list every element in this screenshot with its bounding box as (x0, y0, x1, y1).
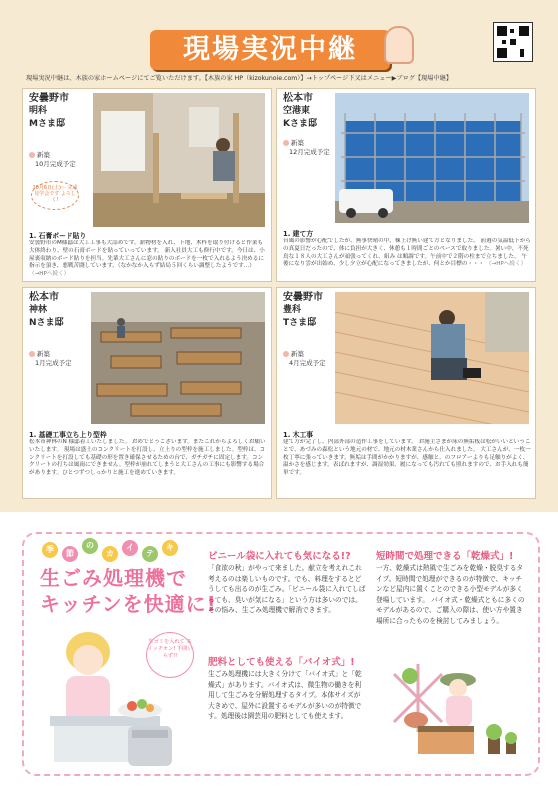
flexed-arm-icon (384, 26, 414, 64)
construction-photo (91, 292, 265, 424)
item-text: 台風の影響が心配でしたが、無事快晴の中、棟上げ無い建て方となりました。 前週の気温低下からの真夏日だったので、体に負担が大きく、休憩も１時間ごとのペースで取りました。暑い中、不死鳥な１８人の大工さんが頑張ってくれ、組み は順調です。午前中で２階の柱まで立ちました。 午後になり雲が出始め、少し夕立が心配になってきましたが、何とか目標の・・・ （→HPへ続く） (283, 238, 531, 268)
card-client: Mさま邸 (29, 119, 65, 129)
kana-bubble: カ (102, 546, 118, 562)
completion-date: 1月完成予定 (35, 359, 72, 367)
item-text: 松本市神林のN 様邸着工いたしました。 おめでとうございます。またこれからよろしくお願いいたします。 現場は盛土のコンクリートを打設し、立上りの型枠を施工しました。型枠は、コンクリートを打設しても基礎の形を置き確保させるための台で、ガチガチに固定します。コンクリートの打ちは風雨にできません。型枠が崩れてしまうと大工さんの工事にも影響する場合があります。ひとつずつしっかりと施工を進めていきます。 (29, 439, 266, 477)
kana-bubble: 節 (62, 546, 78, 562)
status-badge: 新築 (29, 151, 50, 159)
card-client: Kさま邸 (283, 119, 317, 129)
sec1-text: 「食欲の秋」がやって来ました。献立を考えれこれ考えるのは楽しいものです。でも、料理をするとどうしても出るのが生ごみ。「ビニール袋に入れてしばっても、臭いが気になる」という方は多いのでは。その悩み、生ごみ処理機で解消できます。 (208, 564, 366, 614)
report-card-1 (22, 88, 272, 282)
page-title: 現場実況中継 (150, 30, 390, 70)
card-area: 神林 (29, 305, 48, 315)
section-title-line2: キッチンを快適に! (40, 592, 217, 616)
completion-date: 10月完成予定 (35, 160, 76, 168)
event-bubble: 10月6日(土)～ 完成見学会です よろしく! (31, 181, 79, 210)
status-badge: 新築 (283, 139, 304, 147)
item-title: 1. 基礎工事立ち上り型枠 (29, 431, 107, 439)
construction-photo (93, 93, 265, 227)
speech-bubble: 生ゴミを入れて スイッチオン! 手間いらず!! (146, 632, 194, 678)
item-text: 建て方が完了し、内部外部の造作工事をしています。 お施主さまが床の無垢板は松がいいということで、あづみの森松という地元の材で、地元の材木業さんから仕入れました。 大工さんが、一枚一枚丁寧に張っていきます。無垢は手間がかかりますが、感触と、のフロアーよりも足触りがよく、温かさを感じます。表ばれますが、調湿効果、履になっても汚れても照れますので、お手入れも簡単です。 (283, 439, 531, 477)
completion-date: 4月完成予定 (289, 359, 326, 367)
construction-photo (335, 93, 529, 223)
gardening-illustration (380, 660, 526, 764)
sec2-heading: 肥料としても使える「バイオ式」! (208, 657, 355, 668)
status-badge: 新築 (29, 350, 50, 358)
item-title: 1. 木工事 (283, 431, 314, 439)
report-card-2 (276, 88, 536, 282)
card-client: Nさま邸 (29, 318, 64, 328)
item-title: 1. 石膏ボード貼り (29, 232, 87, 240)
section-title-line1: 生ごみ処理機で (40, 566, 187, 590)
sec3-text: 一方、乾燥式は熱風で生ごみを乾燥・脱臭するタイプ。短時間で処理ができるのが特徴で、キッチンなど屋内に置くことのできる小型モデルが多く登場しています。 バイオ式・乾燥式ともに多くのモデルがあるので、ご購入の際は、使い方や置き場所に合ったものを検討してみましょう。 (376, 564, 525, 625)
item-text: 安曇野市のM様邸は大工工事も大詰めです。薪物材を入れ、下地、木枠を取り付けると作業も大体終わり、壁の石膏ボードを貼っていっています。 新入社員大工も修行中です。今日は、小屋裏収納のボード貼りを担当。先輩大工さんに窓の貼りのボードを一枚で入れるよう決めるに指示を頂き、悪戦苦闘しています。（なかなか入らず結局５回くらい調整したようです…） （→HPへ続く） (29, 240, 265, 278)
intro-text: 現場実況中継は、木族の家ホームページにてご覧いただけます。【木族の家 HP（kizokunoie.com）】→トップページ下又はメニュー▶ブログ【現場中継】 (26, 75, 453, 82)
card-area: 空港東 (283, 106, 311, 116)
kana-bubble: キ (162, 540, 178, 556)
completion-date: 12月完成予定 (289, 148, 330, 156)
sec2-text: 生ごみ処理機には大きく分けて「バイオ式」と「乾燥式」があります。バイオ式は、微生物の働きを利用して生ごみを分解処理するタイプ。本体サイズが大きめで、屋外に設置するモデルが多いのが特徴です。処理後は園芸用の肥料としても使えます。 (208, 670, 362, 720)
report-card-4 (276, 287, 536, 499)
card-client: Tさま邸 (283, 318, 317, 328)
card-area: 明科 (29, 106, 48, 116)
item-title: 1. 建て方 (283, 230, 314, 238)
kana-bubble: テ (142, 546, 158, 562)
card-location: 安曇野市 (29, 93, 69, 104)
status-badge: 新築 (283, 350, 304, 358)
card-location: 安曇野市 (283, 292, 323, 303)
sec3-heading: 短時間で処理できる「乾燥式」! (376, 551, 514, 562)
kana-bubble: イ (122, 540, 138, 556)
kana-bubble: の (82, 538, 98, 554)
kana-bubble: 季 (42, 542, 58, 558)
card-location: 松本市 (283, 93, 313, 104)
construction-photo (335, 292, 529, 424)
card-area: 豊科 (283, 305, 302, 315)
card-location: 松本市 (29, 292, 59, 303)
sec1-heading: ビニール袋に入れても気になる!? (208, 551, 351, 562)
report-card-3 (22, 287, 272, 499)
qr-code[interactable] (493, 22, 533, 62)
